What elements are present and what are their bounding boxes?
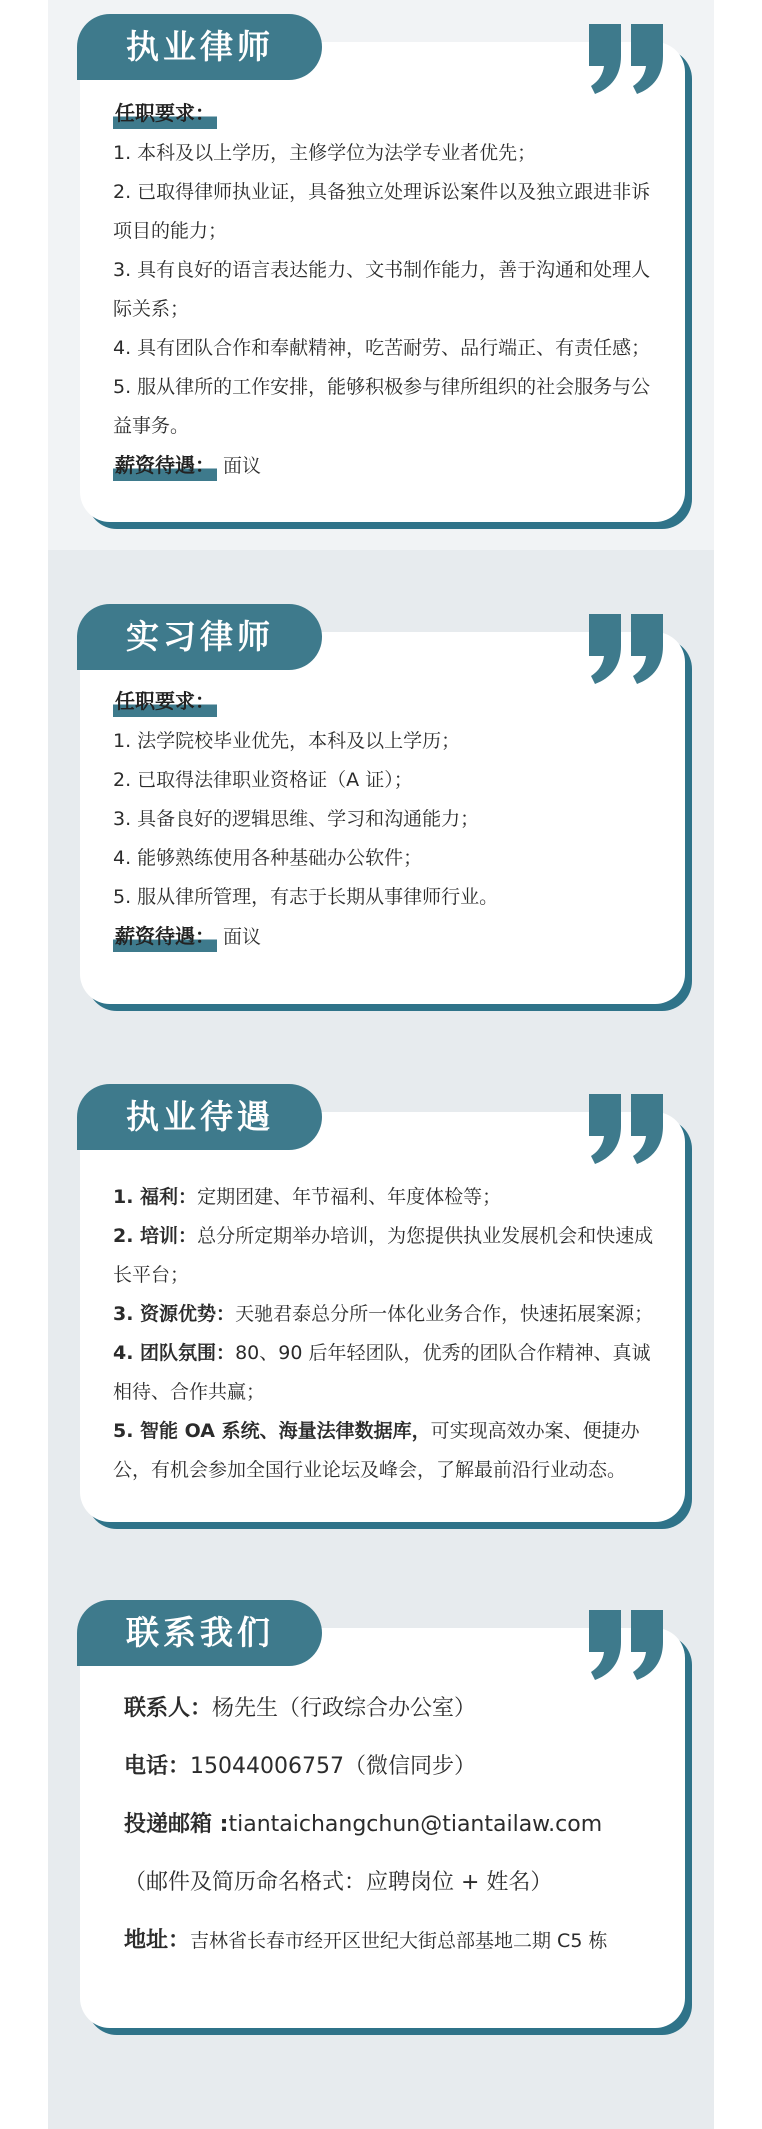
- quote-mark-icon: [585, 24, 667, 94]
- intern-req-label: 任职要求：: [113, 682, 217, 721]
- contact-address: [124, 1912, 655, 1970]
- contact-person: [124, 1680, 655, 1738]
- card-lawyer: [80, 27, 685, 522]
- benefit-text: 天驰君泰总分所一体化业务合作，快速拓展案源；: [235, 1303, 654, 1325]
- benefit-text: 可实现高效办案、便捷办公，有机会参加全国行业论坛及峰会，了解最前沿行业动态。: [113, 1420, 640, 1481]
- lawyer-req-label: 任职要求：: [113, 94, 217, 133]
- card-intern: [80, 617, 685, 1004]
- intern-item: 1. 法学院校毕业优先，本科及以上学历；: [113, 730, 461, 752]
- benefits-content: [113, 1178, 655, 1490]
- benefit-item: [113, 1217, 655, 1295]
- lawyer-item: 4. 具有团队合作和奉献精神，吃苦耐劳、品行端正、有责任感；: [113, 337, 651, 359]
- contact-address-value: 吉林省长春市经开区世纪大街总部基地二期 C5 栋: [190, 1930, 608, 1952]
- contact-phone-label: 电话：: [124, 1754, 191, 1779]
- contact-person-label: 联系人：: [124, 1696, 213, 1721]
- title-benefits: 执业待遇: [126, 1097, 274, 1136]
- contact-email: [124, 1796, 655, 1854]
- contact-email-label: 投递邮箱 :: [124, 1812, 229, 1837]
- quote-mark-icon: [585, 1610, 667, 1680]
- contact-person-value: 杨先生（行政综合办公室）: [212, 1696, 477, 1721]
- lawyer-content: [113, 94, 655, 486]
- benefit-head: 2. 培训：: [113, 1225, 198, 1247]
- contact-address-label: 地址：: [124, 1928, 191, 1953]
- benefit-text: 总分所定期举办培训，为您提供执业发展机会和快速成长平台；: [113, 1225, 654, 1286]
- intern-item: 4. 能够熟练使用各种基础办公软件；: [113, 847, 423, 869]
- card-contact: [80, 1613, 685, 2028]
- lawyer-item: 1. 本科及以上学历，主修学位为法学专业者优先；: [113, 142, 537, 164]
- benefit-item: [113, 1295, 655, 1334]
- intern-item: 2. 已取得法律职业资格证（A 证）；: [113, 769, 413, 791]
- benefit-head: 3. 资源优势：: [113, 1303, 236, 1325]
- lawyer-item: 2. 已取得律师执业证，具备独立处理诉讼案件以及独立跟进非诉项目的能力；: [113, 181, 651, 242]
- contact-email-note: （邮件及简历命名格式：应聘岗位 + 姓名）: [124, 1870, 553, 1895]
- benefit-head: 1. 福利：: [113, 1186, 198, 1208]
- benefit-text: 定期团建、年节福利、年度体检等；: [197, 1186, 502, 1208]
- benefit-item: [113, 1412, 655, 1490]
- title-lawyer: 执业律师: [126, 27, 274, 66]
- contact-content: [124, 1680, 655, 1970]
- benefit-text: 80、90 后年轻团队，优秀的团队合作精神、真诚相待、合作共赢；: [113, 1342, 651, 1403]
- contact-email-link[interactable]: tiantaichangchun@tiantailaw.com: [228, 1812, 603, 1837]
- benefit-item: [113, 1178, 655, 1217]
- intern-content: [113, 682, 655, 957]
- intern-item: 5. 服从律所管理，有志于长期从事律师行业。: [113, 886, 499, 908]
- card-benefits: [80, 1097, 685, 1522]
- title-contact: 联系我们: [126, 1613, 274, 1652]
- contact-phone: [124, 1738, 655, 1796]
- lawyer-item: 3. 具有良好的语言表达能力、文书制作能力，善于沟通和处理人际关系；: [113, 259, 651, 320]
- lawyer-salary-value: 面议: [223, 455, 262, 477]
- quote-mark-icon: [585, 614, 667, 684]
- contact-phone-value[interactable]: 15044006757（微信同步）: [190, 1754, 476, 1779]
- lawyer-salary-label: 薪资待遇：: [113, 446, 217, 485]
- benefit-head: 5. 智能 OA 系统、海量法律数据库，: [113, 1420, 431, 1442]
- intern-salary-value: 面议: [223, 926, 262, 948]
- intern-salary-label: 薪资待遇：: [113, 917, 217, 956]
- quote-mark-icon: [585, 1094, 667, 1164]
- lawyer-item: 5. 服从律所的工作安排，能够积极参与律所组织的社会服务与公益事务。: [113, 376, 651, 437]
- intern-item: 3. 具备良好的逻辑思维、学习和沟通能力；: [113, 808, 480, 830]
- title-intern: 实习律师: [126, 617, 274, 656]
- benefit-item: [113, 1334, 655, 1412]
- benefit-head: 4. 团队氛围：: [113, 1342, 236, 1364]
